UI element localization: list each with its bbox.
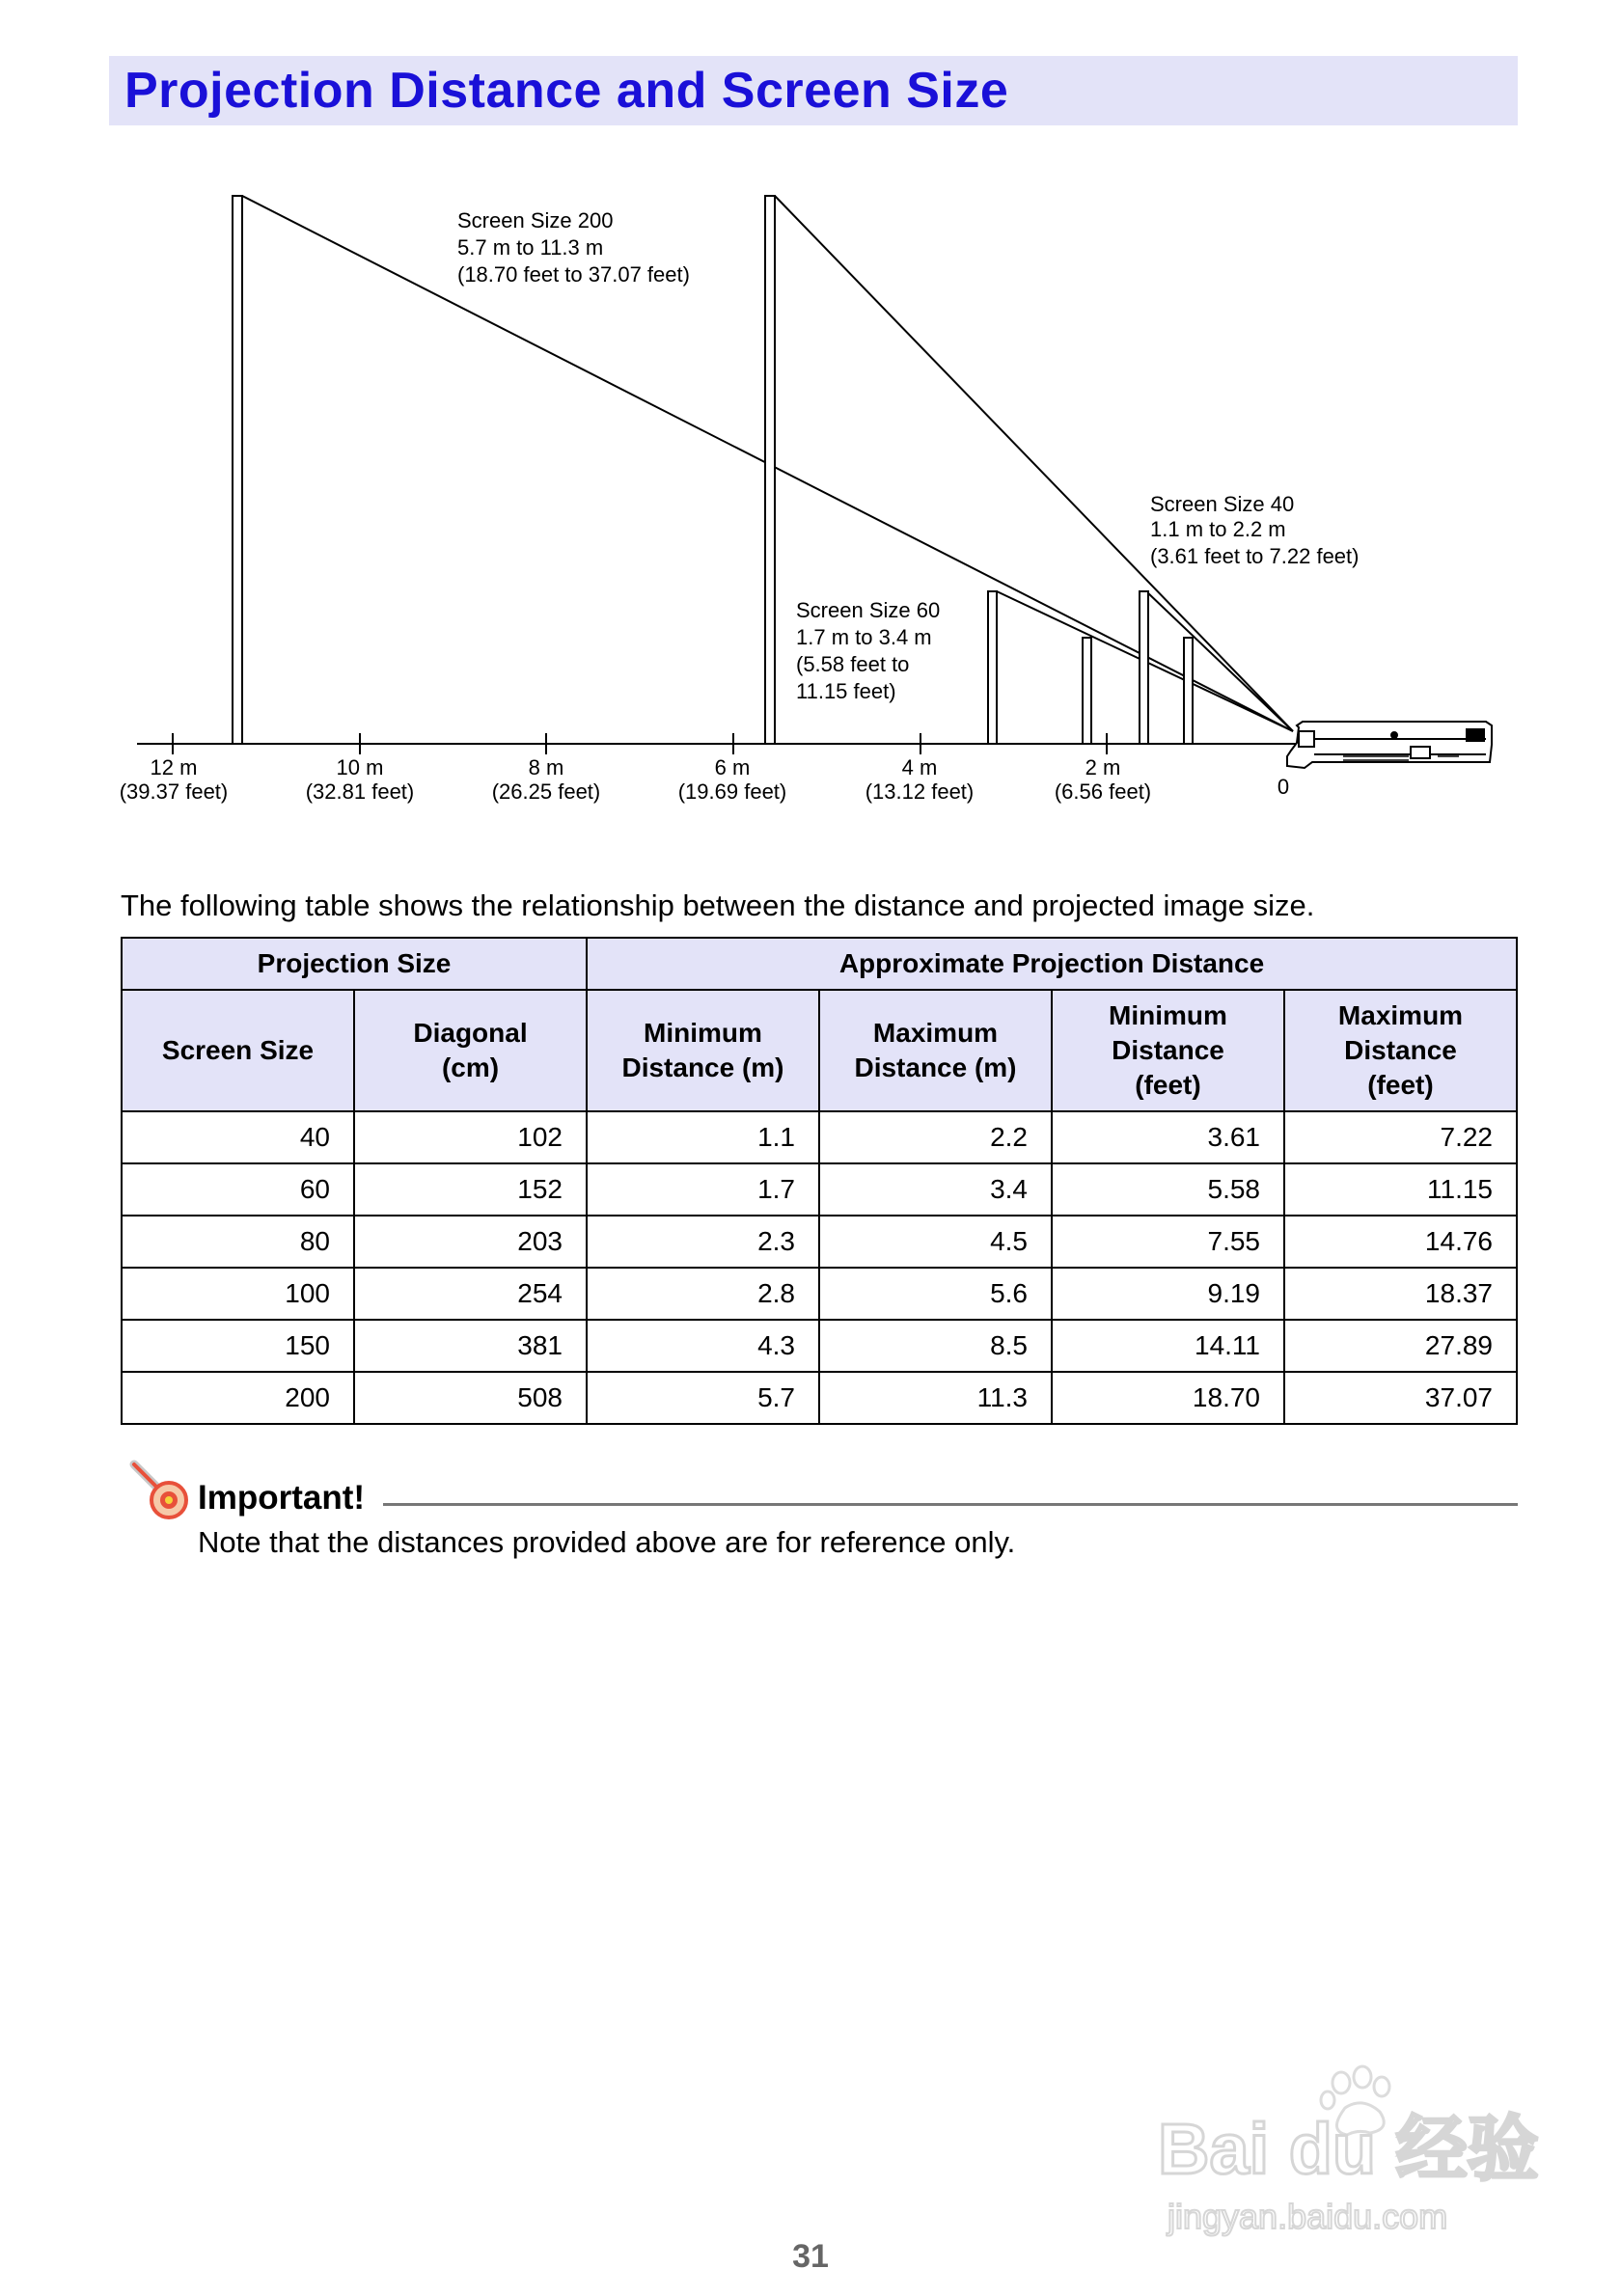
projection-diagram (0, 0, 1621, 849)
table-cell: 150 (122, 1320, 354, 1372)
page-number: 31 (792, 2238, 829, 2275)
important-note: Note that the distances provided above are for reference only. (198, 1525, 1016, 1559)
table-cell: 9.19 (1052, 1268, 1284, 1320)
table-row (122, 1216, 1517, 1268)
col-header-screen-size: Screen Size (122, 990, 354, 1111)
axis-label-6m-feet: (19.69 feet) (677, 779, 787, 804)
intro-text: The following table shows the relationship between the distance and projected image size. (121, 888, 1315, 922)
table-cell: 37.07 (1284, 1372, 1517, 1424)
important-notice (121, 1455, 1518, 1561)
screen-60-min (1083, 638, 1091, 744)
table-cell: 18.37 (1284, 1268, 1517, 1320)
group-header-row (122, 938, 1517, 990)
table-row (122, 1163, 1517, 1216)
axis-label-4m-feet: (13.12 feet) (865, 779, 975, 804)
table-cell: 100 (122, 1268, 354, 1320)
table-cell: 60 (122, 1163, 354, 1216)
table-cell: 11.3 (819, 1372, 1052, 1424)
screens (233, 196, 1193, 744)
table-cell: 254 (354, 1268, 587, 1320)
table-row (122, 1268, 1517, 1320)
table-cell: 8.5 (819, 1320, 1052, 1372)
axis-label-12m-feet: (39.37 feet) (119, 779, 229, 804)
table-cell: 14.76 (1284, 1216, 1517, 1268)
callout-60: Screen Size 60 1.7 m to 3.4 m (5.58 feet to 11.15 feet) (796, 598, 941, 703)
baidu-watermark (1139, 2050, 1544, 2243)
table-row (122, 1320, 1517, 1372)
table-cell: 27.89 (1284, 1320, 1517, 1372)
table-row (122, 1372, 1517, 1424)
axis-label-6m: 6 m (714, 755, 751, 779)
table-cell: 508 (354, 1372, 587, 1424)
axis-label-8m-feet: (26.25 feet) (491, 779, 601, 804)
table-cell: 4.5 (819, 1216, 1052, 1268)
table-cell: 381 (354, 1320, 587, 1372)
axis-label-2m: 2 m (1085, 755, 1121, 779)
table-cell: 11.15 (1284, 1163, 1517, 1216)
page-title: Projection Distance and Screen Size (124, 63, 1009, 119)
col-header-min-distance-feet: Minimum Distance (feet) (1052, 990, 1284, 1111)
table-cell: 1.1 (587, 1111, 819, 1163)
table-cell: 102 (354, 1111, 587, 1163)
table-cell: 2.3 (587, 1216, 819, 1268)
table-cell: 7.55 (1052, 1216, 1284, 1268)
table-cell: 14.11 (1052, 1320, 1284, 1372)
important-label: Important! (198, 1479, 366, 1517)
table-cell: 2.8 (587, 1268, 819, 1320)
projector-icon (1287, 722, 1492, 768)
table-cell: 4.3 (587, 1320, 819, 1372)
table-cell: 3.4 (819, 1163, 1052, 1216)
table-cell: 1.7 (587, 1163, 819, 1216)
group-header-projection-size: Projection Size (122, 938, 587, 990)
table-cell: 18.70 (1052, 1372, 1284, 1424)
col-header-min-distance-m: Minimum Distance (m) (587, 990, 819, 1111)
table-row (122, 1111, 1517, 1163)
col-header-max-distance-feet: Maximum Distance (feet) (1284, 990, 1517, 1111)
table-cell: 203 (354, 1216, 587, 1268)
axis-label-4m: 4 m (901, 755, 938, 779)
table-cell: 152 (354, 1163, 587, 1216)
col-header-diagonal: Diagonal (cm) (354, 990, 587, 1111)
table-cell: 3.61 (1052, 1111, 1284, 1163)
callout-40: Screen Size 40 1.1 m to 2.2 m (3.61 feet to 7.22 feet) (1150, 492, 1360, 568)
callout-200: Screen Size 200 5.7 m to 11.3 m (18.70 feet to 37.07 feet) (457, 208, 690, 287)
axis-label-origin: 0 (1277, 775, 1290, 799)
important-divider (383, 1503, 1518, 1506)
svg-text:Bai du 经验: Bai du 经验 (1158, 2109, 1539, 2189)
screen-40-min (1184, 638, 1193, 744)
axis-label-10m-feet: (32.81 feet) (305, 779, 415, 804)
axis-label-8m: 8 m (528, 755, 564, 779)
table-cell: 7.22 (1284, 1111, 1517, 1163)
group-header-approx-distance: Approximate Projection Distance (587, 938, 1517, 990)
table-cell: 200 (122, 1372, 354, 1424)
table-cell: 5.7 (587, 1372, 819, 1424)
svg-text:jingyan.baidu.com: jingyan.baidu.com (1168, 2197, 1448, 2236)
axis-label-10m: 10 m (336, 755, 384, 779)
col-header-max-distance-m: Maximum Distance (m) (819, 990, 1052, 1111)
axis-label-2m-feet: (6.56 feet) (1054, 779, 1152, 804)
column-header-row (122, 990, 1517, 1111)
screen-60-max (988, 591, 997, 744)
table-cell: 80 (122, 1216, 354, 1268)
screen-40-max (1140, 591, 1148, 744)
screen-200-min (765, 196, 775, 744)
distance-table (121, 937, 1518, 1425)
screen-200-max (233, 196, 242, 744)
table-cell: 5.6 (819, 1268, 1052, 1320)
table-cell: 2.2 (819, 1111, 1052, 1163)
table-cell: 5.58 (1052, 1163, 1284, 1216)
important-pin-icon (121, 1455, 190, 1524)
table-cell: 40 (122, 1111, 354, 1163)
axis-label-12m: 12 m (150, 755, 198, 779)
